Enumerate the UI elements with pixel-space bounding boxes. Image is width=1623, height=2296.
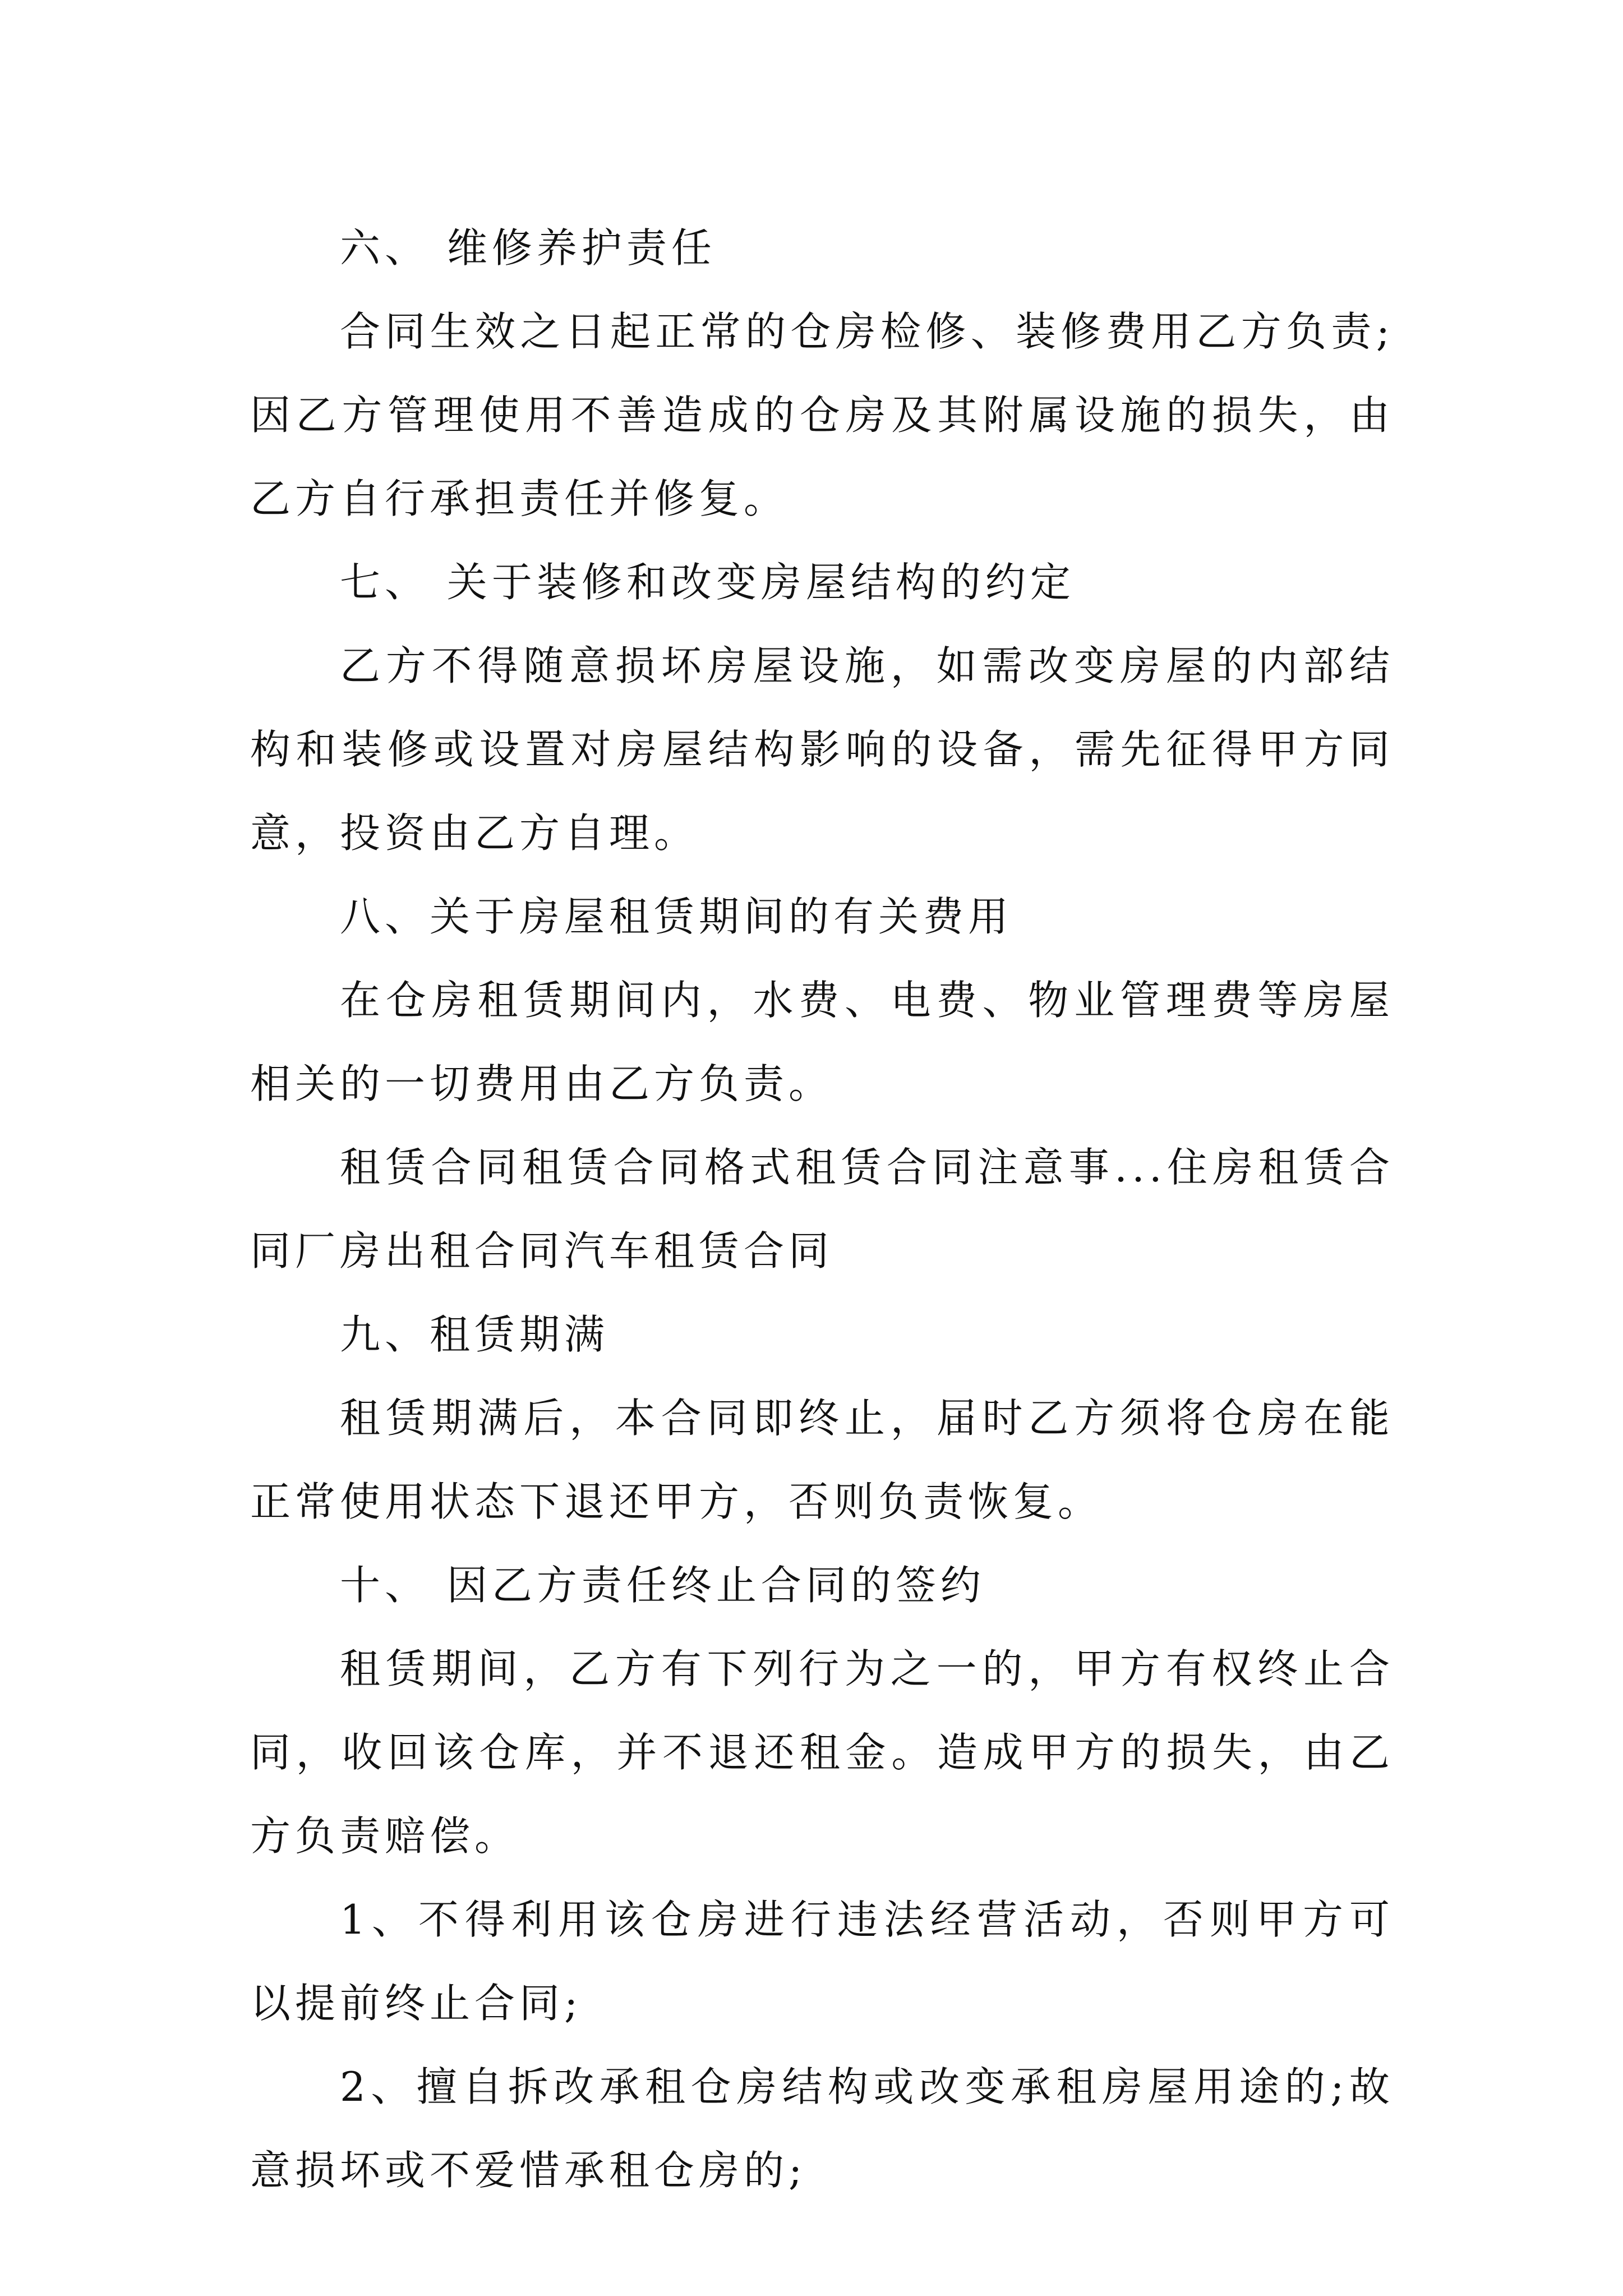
section-heading-10: 十、 因乙方责任终止合同的签约 [340, 1562, 985, 1609]
section-heading-7: 七、 关于装修和改变房屋结构的约定 [340, 559, 1075, 606]
section-heading-9: 九、租赁期满 [340, 1311, 610, 1358]
paragraph: 租赁合同租赁合同格式租赁合同注意事...住房租赁合同厂房出租合同汽车租赁合同 [250, 1144, 1394, 1274]
paragraph: 在仓房租赁期间内，水费、电费、物业管理费等房屋相关的一切费用由乙方负责。 [250, 977, 1394, 1107]
section-heading-8: 八、关于房屋租赁期间的有关费用 [340, 893, 1013, 940]
paragraph: 租赁期满后，本合同即终止，届时乙方须将仓房在能正常使用状态下退还甲方，否则负责恢复。 [250, 1395, 1394, 1525]
paragraph: 乙方不得随意损坏房屋设施，如需改变房屋的内部结构和装修或设置对房屋结构影响的设备，需先征得甲方同意，投资由乙方自理。 [250, 642, 1394, 857]
section-heading-6: 六、 维修养护责任 [340, 224, 716, 272]
paragraph: 租赁期间，乙方有下列行为之一的，甲方有权终止合同，收回该仓库，并不退还租金。造成甲方的损失，由乙方负责赔偿。 [250, 1645, 1394, 1860]
document-body [250, 206, 1394, 2212]
paragraph: 合同生效之日起正常的仓房检修、装修费用乙方负责;因乙方管理使用不善造成的仓房及其附属设施的损失，由乙方自行承担责任并修复。 [250, 308, 1394, 522]
list-item: 2、擅自拆改承租仓房结构或改变承租房屋用途的;故意损坏或不爱惜承租仓房的; [250, 2063, 1394, 2194]
list-item: 1、不得利用该仓房进行违法经营活动，否则甲方可以提前终止合同; [250, 1896, 1394, 2027]
